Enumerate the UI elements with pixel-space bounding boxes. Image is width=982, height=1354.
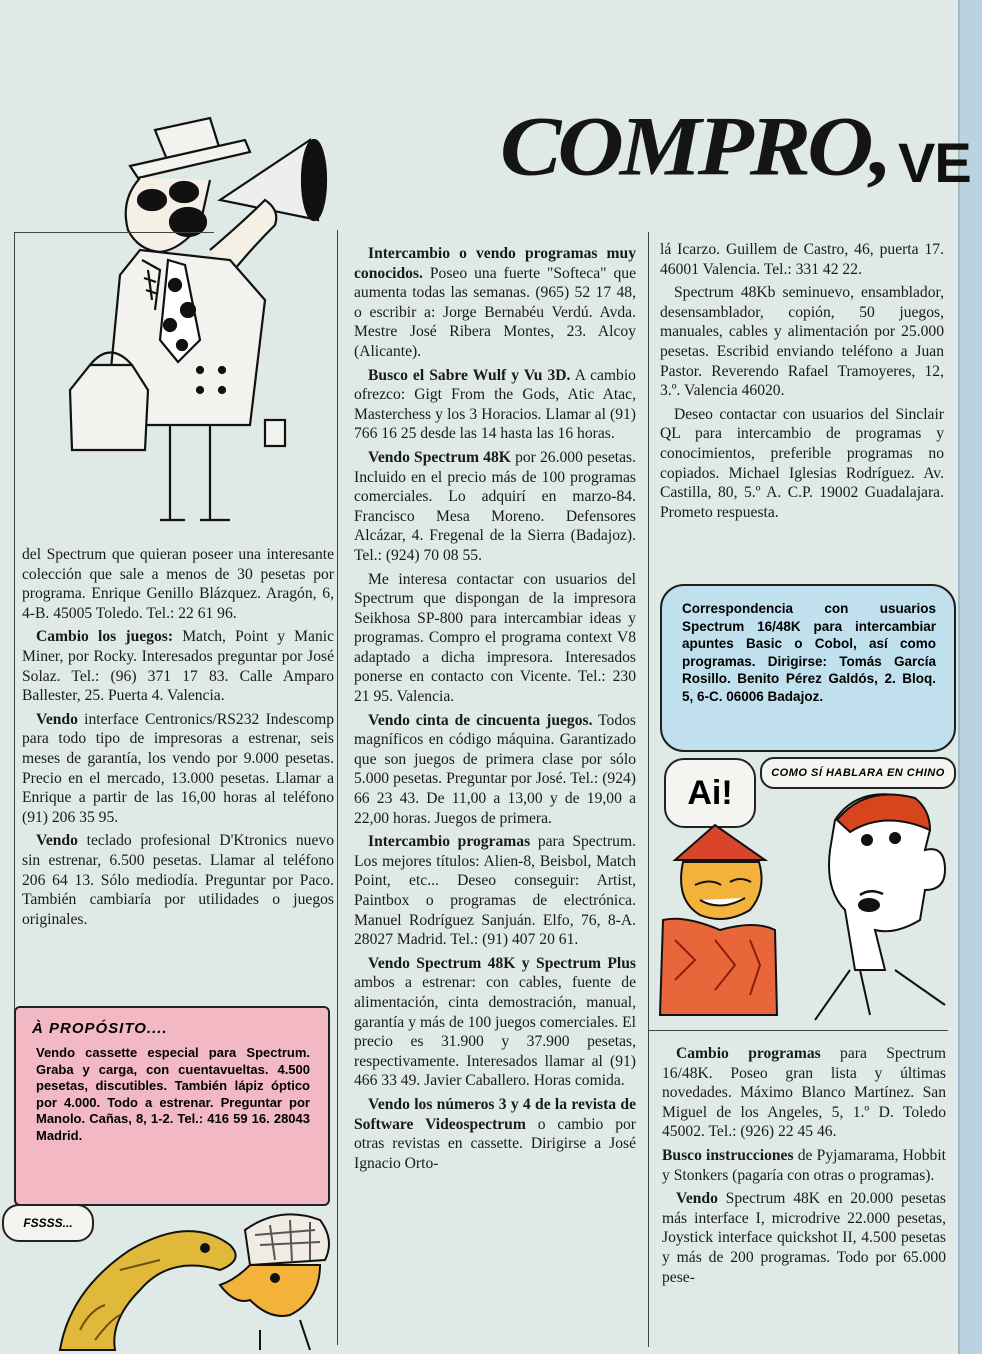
classified-ad: del Spectrum que quieran poseer una interesante colección que sale a menos de 30 pesetas por programa. Enrique Genillo Blázquez. Aragón, 6, 4-B. 45005 Toledo. Tel.: 22 61 96. xyxy=(22,546,334,622)
classified-ad: Cambio los juegos: Match, Point y Manic Miner, por Rocky. Interesados preguntar por José Solaz. Tel.: (96) 371 17 83. Calle Amparo Ballester, 25. Puerta 4. Valencia. xyxy=(22,628,334,705)
snake-man-illustration xyxy=(20,1210,340,1350)
section-header xyxy=(500,99,971,194)
page-title: COMPRO, xyxy=(500,99,889,193)
page-title-continuation: VE xyxy=(898,131,971,194)
column-divider xyxy=(14,232,15,1012)
classified-ad: Vendo teclado profesional D'Ktronics nuevo sin estrenar, 6.500 pesetas. Llamar al teléfono 206 64 13. Sólo mediodía. Preguntar por Paco. También cambiaría por utilidades o juegos originales. xyxy=(22,832,334,928)
speech-bubble-snake: FSSSS... xyxy=(2,1204,94,1242)
column-3-top xyxy=(660,240,944,526)
classified-ad: Spectrum 48Kb seminuevo, ensamblador, desensamblador, copión, 50 juegos, manuales, cables y alimentación por 25.000 pesetas. Escribid enviando teléfono a Juan Pastor. Reverendo Rafael Tramoyeres, 12, 3.º. Valencia 46020. xyxy=(660,284,944,400)
classified-ad: Busco el Sabre Wulf y Vu 3D. A cambio ofrezco: Gigt From the Gods, Atic Atac, Masterchess y los 3 Horacios. Llamar al (91) 766 16 25 desde las 14 hasta las 16 horas. xyxy=(354,366,636,443)
column-top-rule xyxy=(14,232,214,233)
column-divider xyxy=(337,230,338,1345)
column-2 xyxy=(354,244,636,1177)
classified-ad: Vendo interface Centronics/RS232 Indescomp para todo tipo de impresoras a estrenar, seis meses de garantía, los vendo por 9.000 pesetas. Precio en el mercado, 13.000 pesetas. Llamar a Enrique a partir de las 16,00 horas al teléfono (91) 206 35 95. xyxy=(22,710,334,826)
speech-bubble-ai: Ai! xyxy=(664,758,756,828)
aproposito-text: Vendo cassette especial para Spectrum. Graba y carga, con cuentavueltas. 4.500 pesetas, discutibles. También lápiz óptico por 4.000. Todo a estrenar. Preguntar por Manolo. Cañas, 8, 1-2. Tel.: 416 59 16. 28043 Madrid. xyxy=(36,1045,310,1143)
classified-ad: Vendo Spectrum 48K por 26.000 pesetas. Incluido en el precio más de 100 programas comerciales. Lo adquirí en marzo-84. Francisco Mesa Moreno. Defensores Alcázar, 4. Fregenal de la Sierra (Badajoz). Tel.: (924) 70 08 55. xyxy=(354,448,636,564)
megaphone-man-illustration xyxy=(60,100,360,540)
aproposito-box xyxy=(14,1006,330,1206)
classified-ad: Deseo contactar con usuarios del Sinclair QL para intercambio de programas y conocimientos, preferible programas no copiados. Michael Iglesias Rodríguez. Av. Castilla, 80, 5.º A. C.P. 19002 Guadalajara. Prometo respuesta. xyxy=(660,405,944,521)
classified-ad: Me interesa contactar con usuarios del Spectrum que dispongan de la impresora Seikhosa SP-800 para intercambiar ideas y programas. Compro el programa context V8 adaptado a dicha impresora. Interesados ponerse en contacto con Vicente. Tel.: 230 21 95. Valencia. xyxy=(354,570,636,706)
bubble-text: Correspondencia con usuarios Spectrum 16/48K para intercambiar apuntes Basic o Cobol, así como programas. Dirigirse: Tomás García Rosillo. Benito Pérez Galdós, 2. Bloq. 5, 6-C. 06006 Badajoz. xyxy=(682,601,936,704)
classified-ad: Vendo los números 3 y 4 de la revista de Software Videospectrum o cambio por otras revistas en cassette. Dirigirse a José Ignacio Orto- xyxy=(354,1095,637,1172)
aproposito-heading: À PROPÓSITO.... xyxy=(32,1020,168,1037)
classified-ad: Intercambio programas para Spectrum. Los mejores títulos: Alien-8, Beisbol, Match Point, etc... Deseo conseguir: Artist, Paintbox o programas de electrónica. Manuel Rodríguez Sanjuán. Elfo, 76, 8-A. 28027 Madrid. Tel.: (91) 407 20 61. xyxy=(354,833,636,949)
column-1 xyxy=(22,545,334,933)
classified-ad: Intercambio o vendo programas muy conocidos. Poseo una fuerte "Softeca" que aumenta todas las semanas. (965) 52 17 48, o escribir a: Jorge Bernabéu Verdú. Avda. Mestre José Ribera Montes, 23. Alcoy (Alicante). xyxy=(354,245,636,360)
classified-ad: Vendo Spectrum 48K y Spectrum Plus ambos a estrenar: con cables, fuente de alimentación, cinta demostración, manual, garantía y más de 100 juegos comerciales. El precio es 31.900 y 37.900 pesetas, respectivamente. Interesados llamar al (91) 466 33 49. Javier Caballero. Horas comida. xyxy=(354,954,636,1090)
classified-ad: Busco instrucciones de Pyjamarama, Hobbit y Stonkers (pagaría con otras o programas). xyxy=(662,1146,946,1184)
speech-bubble-chino: COMO SÍ HABLARA EN CHINO xyxy=(760,757,956,789)
classified-ad: Vendo Spectrum 48K en 20.000 pesetas más interface I, microdrive 22.000 pesetas, Joystick interface quickshot II, 4.500 pesetas y más de 200 programas. Todo por 65.000 pese- xyxy=(662,1190,946,1286)
column-3-bottom xyxy=(662,1044,946,1291)
cartoon-characters-illustration xyxy=(655,790,955,1020)
correspondence-bubble xyxy=(660,584,956,752)
classified-ad: Cambio programas para Spectrum 16/48K. Poseo gran lista y últimas novedades. Máximo Blanco Martínez. San Miguel de los Angeles, 5, 1.º D. Toledo 45002. Tel.: (926) 22 45 46. xyxy=(662,1045,946,1141)
column-divider xyxy=(648,232,649,1347)
classified-ad: lá Icarzo. Guillem de Castro, 46, puerta 17. 46001 Valencia. Tel.: 331 42 22. xyxy=(660,241,944,278)
classified-ad: Vendo cinta de cincuenta juegos. Todos magníficos en código máquina. Garantizado que son juegos de primera clase por sólo 5.000 pesetas. Preguntar por José. Tel.: (924) 66 23 43. De 11,00 a 13,00 y de 19,00 a 22,00 horas. Juegos de primera. xyxy=(354,711,637,827)
column-top-rule xyxy=(648,1030,948,1031)
page-edge xyxy=(958,0,982,1354)
